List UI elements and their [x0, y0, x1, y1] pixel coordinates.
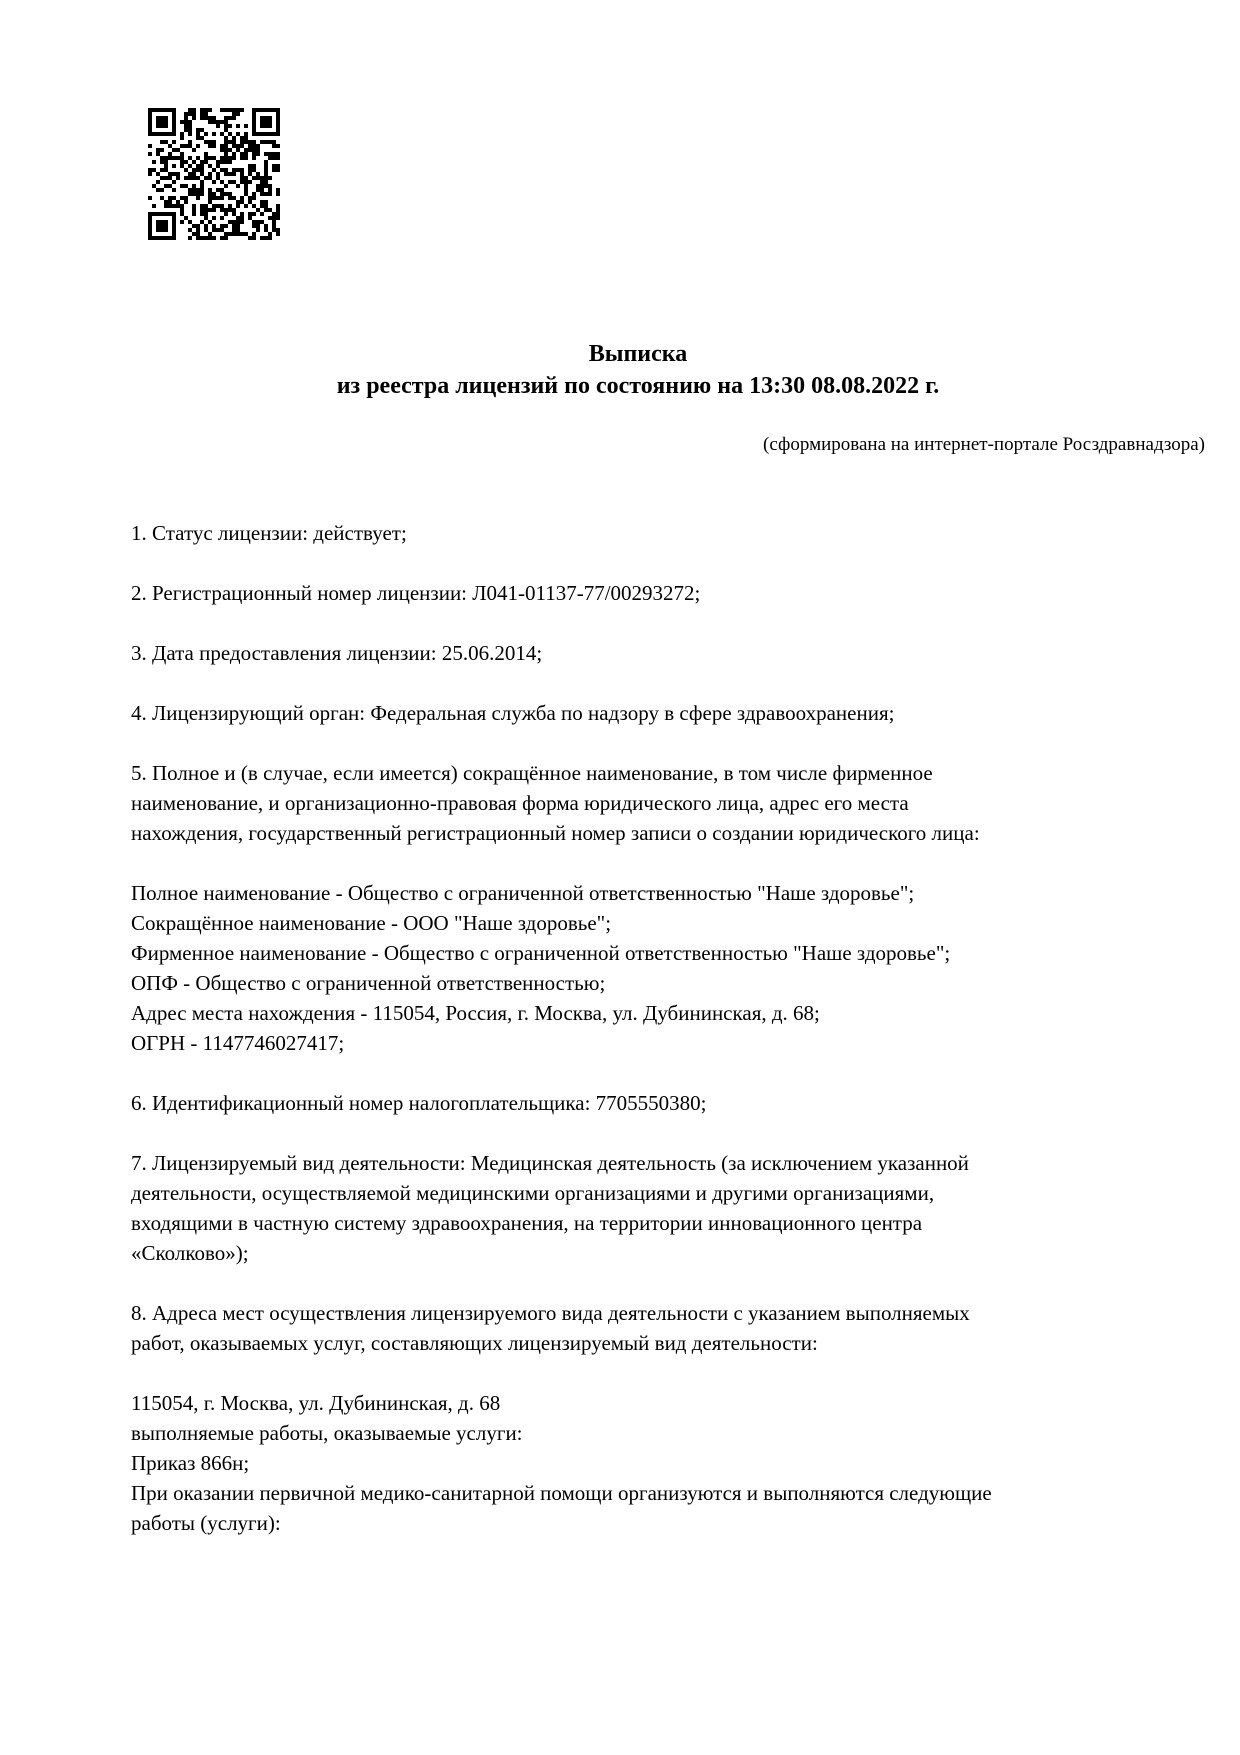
doc-line: Приказ 866н;	[131, 1451, 250, 1475]
doc-line: работ, оказываемых услуг, составляющих лицензируемый вид деятельности:	[131, 1331, 818, 1355]
paragraph-1	[131, 518, 1205, 548]
doc-line: 4. Лицензирующий орган: Федеральная служба по надзору в сфере здравоохранения;	[131, 701, 895, 725]
paragraph-7	[131, 1088, 1205, 1118]
doc-line: Адрес места нахождения - 115054, Россия, г. Москва, ул. Дубининская, д. 68;	[131, 1001, 820, 1025]
title-line-2: из реестра лицензий по состоянию на 13:30 08.08.2022 г.	[336, 373, 940, 399]
doc-line: 8. Адреса мест осуществления лицензируемого вида деятельности с указанием выполняемых	[131, 1301, 970, 1325]
doc-line: ОПФ - Общество с ограниченной ответственностью;	[131, 971, 606, 995]
doc-line: 3. Дата предоставления лицензии: 25.06.2014;	[131, 641, 543, 665]
doc-line: входящими в частную систему здравоохранения, на территории инновационного центра	[131, 1211, 923, 1235]
document-title	[101, 338, 1175, 402]
paragraph-10	[131, 1388, 1205, 1538]
doc-line: 115054, г. Москва, ул. Дубининская, д. 68	[131, 1391, 501, 1415]
doc-line: деятельности, осуществляемой медицинскими организациями и другими организациями,	[131, 1181, 935, 1205]
doc-line: ОГРН - 1147746027417;	[131, 1031, 345, 1055]
doc-line: «Сколково»);	[131, 1241, 249, 1265]
doc-line: работы (услуги):	[131, 1511, 281, 1535]
doc-line: нахождения, государственный регистрационный номер записи о создании юридического лица:	[131, 821, 980, 845]
doc-line: выполняемые работы, оказываемые услуги:	[131, 1421, 523, 1445]
doc-line: наименование, и организационно-правовая форма юридического лица, адрес его места	[131, 791, 909, 815]
doc-line: 5. Полное и (в случае, если имеется) сокращённое наименование, в том числе фирменное	[131, 761, 933, 785]
paragraph-8	[131, 1148, 1205, 1268]
doc-line: Фирменное наименование - Общество с ограниченной ответственностью "Наше здоровье";	[131, 941, 951, 965]
doc-line: Полное наименование - Общество с ограниченной ответственностью "Наше здоровье";	[131, 881, 915, 905]
subtitle: (сформирована на интернет-портале Росздравнадзора)	[763, 434, 1205, 455]
doc-line: 1. Статус лицензии: действует;	[131, 521, 407, 545]
doc-line: 6. Идентификационный номер налогоплательщика: 7705550380;	[131, 1091, 707, 1115]
title-line-1: Выписка	[588, 341, 688, 367]
qr-code-icon	[148, 108, 280, 240]
paragraph-4	[131, 698, 1205, 728]
doc-line: 2. Регистрационный номер лицензии: Л041-01137-77/00293272;	[131, 581, 701, 605]
doc-line: Сокращённое наименование - ООО "Наше здоровье";	[131, 911, 612, 935]
paragraph-9	[131, 1298, 1205, 1358]
doc-line: 7. Лицензируемый вид деятельности: Медицинская деятельность (за исключением указанной	[131, 1151, 969, 1175]
paragraph-5	[131, 758, 1205, 848]
paragraph-2	[131, 578, 1205, 608]
document-body	[131, 518, 1205, 1538]
doc-line: При оказании первичной медико-санитарной помощи организуются и выполняются следующие	[131, 1481, 992, 1505]
qr-code-image	[148, 108, 280, 240]
paragraph-6	[131, 878, 1205, 1058]
paragraph-3	[131, 638, 1205, 668]
